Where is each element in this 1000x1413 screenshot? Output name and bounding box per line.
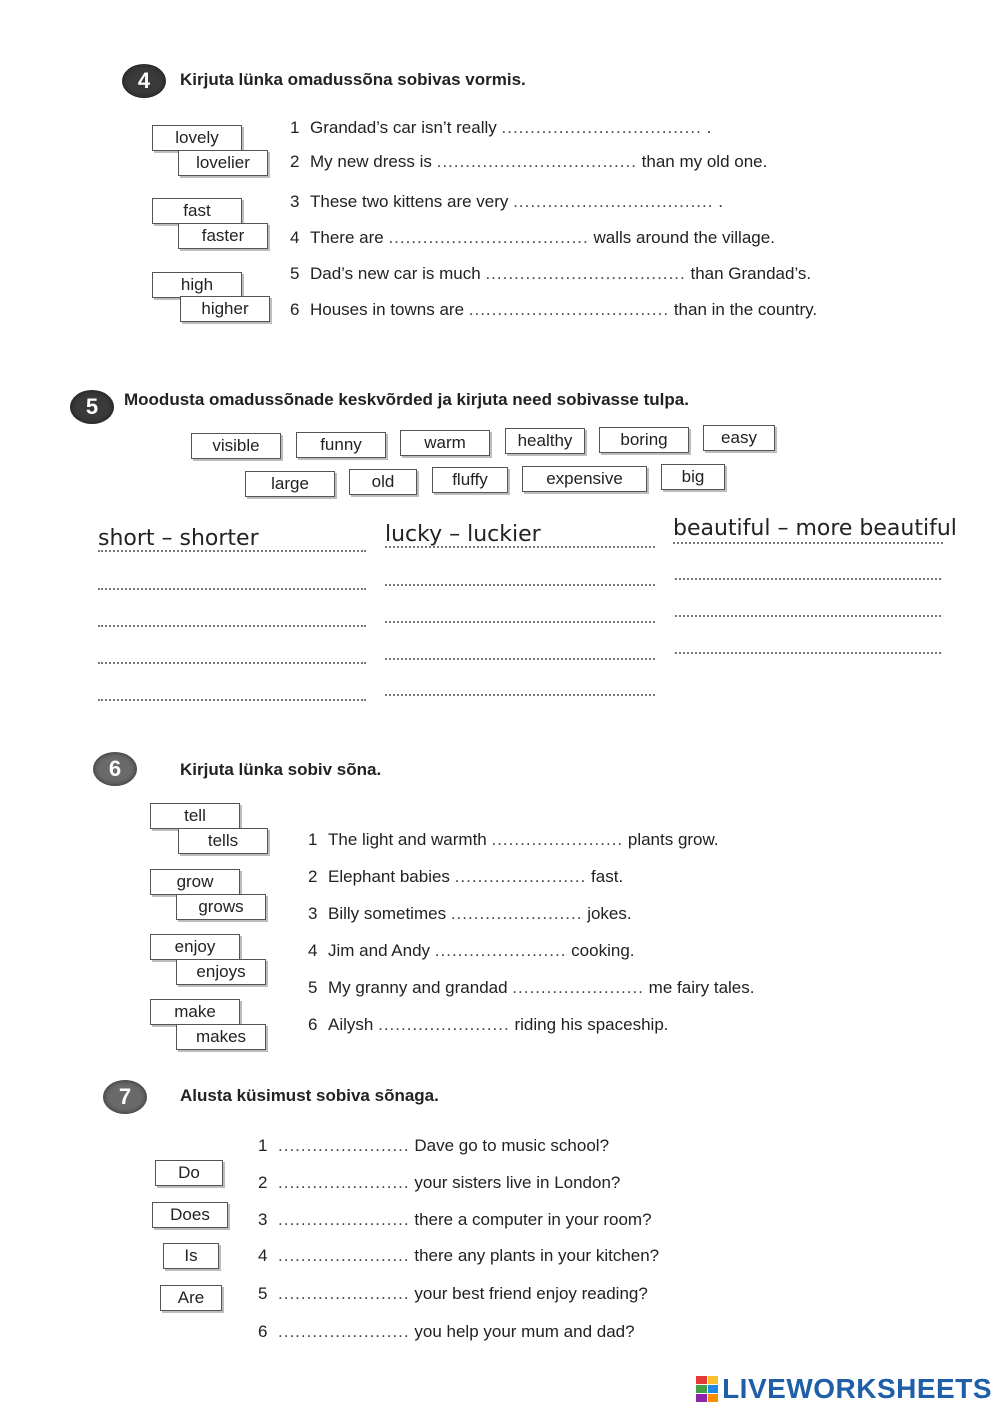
sentence-number: 6: [308, 1015, 318, 1034]
sentence-text: jokes.: [587, 904, 632, 923]
answer-line[interactable]: [675, 578, 941, 580]
word-box: tells: [178, 828, 268, 854]
word-box: faster: [178, 223, 268, 249]
answer-line: [673, 542, 943, 544]
word-box: Does: [152, 1202, 228, 1228]
sentence-number: 4: [290, 228, 300, 247]
sentence-number: 1: [258, 1136, 268, 1155]
answer-blank[interactable]: .......................: [491, 830, 624, 849]
word-box: enjoy: [150, 934, 240, 960]
word-box: lovelier: [178, 150, 268, 176]
answer-line[interactable]: [98, 699, 366, 701]
sentence-number: 5: [258, 1284, 268, 1303]
exercise-7-sentence: [258, 1284, 648, 1304]
word-box: fast: [152, 198, 242, 224]
sentence-text: .: [718, 192, 723, 211]
sentence-text: Elephant babies: [328, 867, 450, 886]
exercise-7-sentence: [258, 1210, 652, 1230]
exercise-7-heading: Alusta küsimust sobiva sõnaga.: [180, 1086, 439, 1105]
sentence-text: riding his spaceship.: [514, 1015, 669, 1034]
word-box: large: [245, 471, 335, 497]
word-box: Is: [163, 1243, 219, 1269]
word-box: tell: [150, 803, 240, 829]
sentence-text: your sisters live in London?: [414, 1173, 621, 1192]
answer-line[interactable]: [385, 621, 655, 623]
word-box: enjoys: [176, 959, 266, 985]
sentence-text: fast.: [591, 867, 624, 886]
word-box: easy: [703, 425, 775, 451]
word-box: make: [150, 999, 240, 1025]
sentence-text: There are: [310, 228, 384, 247]
sentence-text: plants grow.: [627, 830, 719, 849]
sentence-number: 1: [308, 830, 318, 849]
answer-blank[interactable]: .......................: [278, 1284, 410, 1303]
sentence-text: My granny and grandad: [328, 978, 508, 997]
logo-mark-icon: [696, 1376, 718, 1402]
answer-line[interactable]: [385, 658, 655, 660]
answer-line[interactable]: [98, 625, 366, 627]
answer-blank[interactable]: ...................................: [388, 228, 589, 247]
word-box: lovely: [152, 125, 242, 151]
sentence-text: me fairy tales.: [648, 978, 755, 997]
exercise-4-sentence: [290, 152, 767, 172]
word-box: makes: [176, 1024, 266, 1050]
sentence-text: Dad’s new car is much: [310, 264, 481, 283]
exercise-6-badge: 6: [93, 752, 137, 786]
exercise-7-sentence: [258, 1173, 620, 1193]
sentence-number: 6: [290, 300, 300, 319]
word-box: Are: [160, 1285, 222, 1311]
answer-blank[interactable]: .......................: [450, 904, 583, 923]
exercise-7-sentence: [258, 1322, 635, 1342]
exercise-7-badge: 7: [103, 1080, 147, 1114]
sentence-number: 4: [258, 1246, 268, 1265]
sentence-text: Billy sometimes: [328, 904, 447, 923]
logo-text: LIVEWORKSHEETS: [722, 1373, 992, 1404]
answer-line[interactable]: [98, 662, 366, 664]
exercise-6-sentence: [308, 1015, 669, 1035]
answer-blank[interactable]: .......................: [378, 1015, 510, 1034]
answer-blank[interactable]: ...................................: [468, 300, 670, 319]
answer-line: [98, 550, 366, 552]
sentence-number: 2: [258, 1173, 268, 1192]
exercise-4-badge: 4: [122, 64, 166, 98]
sentence-text: than Grandad’s.: [690, 264, 812, 283]
answer-line[interactable]: [385, 694, 655, 696]
column-heading-beautiful: beautiful – more beautiful: [673, 516, 957, 541]
answer-blank[interactable]: .......................: [278, 1246, 410, 1265]
sentence-number: 5: [308, 978, 318, 997]
sentence-number: 2: [290, 152, 300, 171]
exercise-5-heading: Moodusta omadussõnade keskvõrded ja kirjuta need sobivasse tulpa.: [124, 390, 689, 409]
answer-line: [385, 546, 655, 548]
word-box: high: [152, 272, 242, 298]
column-heading-lucky: lucky – luckier: [385, 522, 541, 547]
exercise-6-sentence: [308, 978, 754, 998]
sentence-number: 3: [290, 192, 300, 211]
exercise-4-sentence: [290, 118, 711, 138]
answer-blank[interactable]: ...................................: [501, 118, 702, 137]
exercise-5-badge: 5: [70, 390, 114, 424]
exercise-7-sentence: [258, 1136, 609, 1156]
answer-blank[interactable]: .......................: [278, 1210, 410, 1229]
sentence-number: 5: [290, 264, 300, 283]
sentence-number: 3: [308, 904, 318, 923]
sentence-number: 2: [308, 867, 318, 886]
answer-blank[interactable]: .......................: [278, 1173, 410, 1192]
sentence-text: Houses in towns are: [310, 300, 465, 319]
answer-line[interactable]: [385, 584, 655, 586]
sentence-text: cooking.: [571, 941, 635, 960]
answer-blank[interactable]: ...................................: [436, 152, 637, 171]
sentence-text: than in the country.: [673, 300, 818, 319]
word-box: big: [661, 464, 725, 490]
exercise-7-sentence: [258, 1246, 659, 1266]
exercise-4-sentence: [290, 228, 775, 248]
exercise-4-heading: Kirjuta lünka omadussõna sobivas vormis.: [180, 70, 526, 89]
sentence-text: there any plants in your kitchen?: [414, 1246, 660, 1265]
exercise-6-sentence: [308, 941, 635, 961]
sentence-text: than my old one.: [641, 152, 768, 171]
sentence-text: Ailysh: [328, 1015, 374, 1034]
word-box: boring: [599, 427, 689, 453]
answer-blank[interactable]: ...................................: [485, 264, 686, 283]
sentence-number: 1: [290, 118, 300, 137]
sentence-text: Dave go to music school?: [414, 1136, 610, 1155]
exercise-4-sentence: [290, 300, 817, 320]
exercise-6-heading: Kirjuta lünka sobiv sõna.: [180, 760, 382, 779]
answer-blank[interactable]: ...................................: [513, 192, 714, 211]
word-box: old: [349, 469, 417, 495]
sentence-text: .: [706, 118, 712, 137]
liveworksheets-logo[interactable]: [696, 1373, 992, 1405]
sentence-text: My new dress is: [310, 152, 432, 171]
exercise-6-sentence: [308, 867, 623, 887]
sentence-text: These two kittens are very: [310, 192, 509, 211]
sentence-text: Grandad’s car isn’t really: [310, 118, 497, 137]
word-box: expensive: [522, 466, 647, 492]
sentence-text: The light and warmth: [328, 830, 487, 849]
word-box: Do: [155, 1160, 223, 1186]
sentence-text: there a computer in your room?: [414, 1210, 652, 1229]
exercise-6-sentence: [308, 830, 719, 850]
word-box: grows: [176, 894, 266, 920]
exercise-4-sentence: [290, 264, 811, 284]
sentence-text: Jim and Andy: [328, 941, 431, 960]
answer-line[interactable]: [675, 652, 941, 654]
word-box: higher: [180, 296, 270, 322]
answer-blank[interactable]: .......................: [278, 1136, 410, 1155]
word-box: visible: [191, 433, 281, 459]
word-box: healthy: [505, 428, 585, 454]
sentence-number: 6: [258, 1322, 268, 1341]
word-box: warm: [400, 430, 490, 456]
word-box: grow: [150, 869, 240, 895]
answer-blank[interactable]: .......................: [434, 941, 567, 960]
sentence-text: your best friend enjoy reading?: [414, 1284, 648, 1303]
sentence-text: walls around the village.: [593, 228, 775, 247]
sentence-text: you help your mum and dad?: [414, 1322, 635, 1341]
column-heading-short: short – shorter: [98, 526, 259, 551]
answer-line[interactable]: [98, 588, 366, 590]
answer-blank[interactable]: .......................: [454, 867, 587, 886]
word-box: fluffy: [432, 467, 508, 493]
sentence-number: 3: [258, 1210, 268, 1229]
answer-line[interactable]: [675, 615, 941, 617]
word-box: funny: [296, 432, 386, 458]
exercise-6-sentence: [308, 904, 632, 924]
sentence-number: 4: [308, 941, 318, 960]
answer-blank[interactable]: .......................: [278, 1322, 410, 1341]
answer-blank[interactable]: .......................: [512, 978, 644, 997]
exercise-4-sentence: [290, 192, 723, 212]
